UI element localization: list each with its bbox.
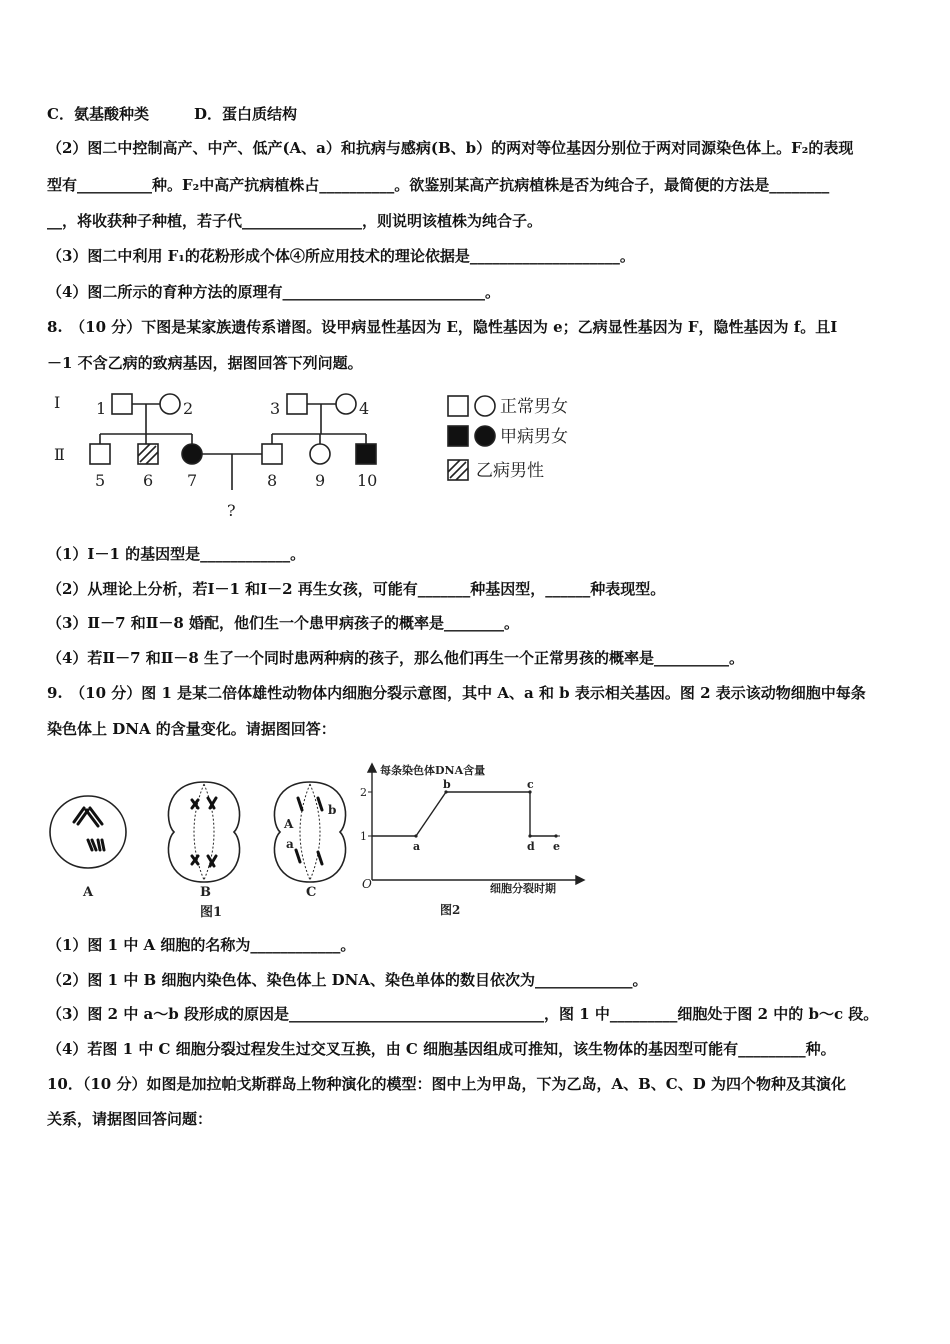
q7-part3: （3）图二中利用 F₁的花粉形成个体④所应用技术的理论依据是____________________。: [47, 247, 635, 265]
q7-part2-line3: __，将收获种子种植，若子代________________，则说明该植株为纯合子。: [47, 212, 543, 230]
pedigree-num-2: 2: [183, 399, 194, 418]
pedigree-num-7: 7: [187, 471, 198, 490]
gen-II-label: Ⅱ: [54, 445, 65, 464]
q8-part3: （3）Ⅱ－7 和Ⅱ－8 婚配，他们生一个患甲病孩子的概率是________。: [47, 614, 520, 632]
pedigree-num-6: 6: [143, 471, 154, 490]
figure2-title: 图2: [440, 903, 461, 917]
pedigree-II5-normal-male: [90, 444, 110, 464]
q7-options: C．氨基酸种类 D．蛋白质结构: [47, 105, 297, 123]
chart-ytick-label-1: 1: [360, 830, 367, 843]
q9-part2: （2）图 1 中 B 细胞内染色体、染色体上 DNA、染色单体的数目依次为_____________。: [47, 971, 648, 989]
cell-B-label: B: [200, 885, 211, 900]
legend-normal-female-icon: [475, 396, 495, 416]
pedigree-II9-normal-female: [310, 444, 330, 464]
q9-stem-line2: 染色体上 DNA 的含量变化。请据图回答：: [47, 720, 336, 738]
figure1-cells: [48, 770, 358, 920]
chart-point-label-e: e: [553, 840, 560, 853]
pedigree-figure: [40, 382, 600, 522]
chart-point-d: [528, 834, 531, 837]
legend-disease-B-label: 乙病男性: [476, 461, 544, 481]
chart-xlabel: 细胞分裂时期: [490, 882, 556, 895]
q9-part4: （4）若图 1 中 C 细胞分裂过程发生过交叉互换，由 C 细胞基因组成可推知，该生物体的基因型可能有_________种。: [47, 1040, 836, 1058]
cell-C-gene-A: A: [284, 817, 294, 831]
pedigree-I2-normal-female: [160, 394, 180, 414]
pedigree-II10-disease-A-male: [356, 444, 376, 464]
q9-stem-line1: 9. （10 分）图 1 是某二倍体雄性动物体内细胞分裂示意图，其中 A、a 和 b 表示相关基因。图 2 表示该动物细胞中每条: [47, 684, 866, 702]
legend-normal-male-icon: [448, 396, 468, 416]
q8-part2: （2）从理论上分析，若Ⅰ－1 和Ⅰ－2 再生女孩，可能有_______种基因型，______种表现型。: [47, 580, 666, 598]
chart-point-label-a: a: [413, 840, 421, 853]
pedigree-num-5: 5: [95, 471, 106, 490]
q10-stem-line2: 关系，请据图回答问题：: [47, 1110, 213, 1128]
pedigree-num-10: 10: [357, 471, 378, 490]
q9-part3: （3）图 2 中 a～b 段形成的原因是__________________________________，图 1 中_________细胞处于图 2 中的 b～c 段。: [47, 1005, 879, 1023]
pedigree-num-1: 1: [96, 399, 107, 418]
cell-C-gene-a: a: [286, 837, 294, 851]
q7-part2-line2: 型有__________种。F₂中高产抗病植株占__________。欲鉴别某高产抗病植株是否为纯合子，最简便的方法是________: [47, 176, 830, 194]
pedigree-num-4: 4: [359, 399, 370, 418]
q7-part4: （4）图二所示的育种方法的原理有___________________________。: [47, 283, 500, 301]
q9-part1: （1）图 1 中 A 细胞的名称为____________。: [47, 936, 356, 954]
figure2-chart: [360, 760, 590, 920]
chart-point-a: [414, 834, 417, 837]
pedigree-num-9: 9: [315, 471, 326, 490]
legend-disease-A-label: 甲病男女: [500, 427, 568, 447]
pedigree-num-3: 3: [270, 399, 281, 418]
pedigree-child-unknown: ?: [227, 501, 236, 520]
chart-point-label-d: d: [527, 840, 535, 853]
gen-I-label: Ⅰ: [54, 393, 61, 412]
cell-C-label: C: [306, 885, 317, 900]
cell-C-gene-b: b: [328, 803, 337, 817]
cell-A-outline: [50, 796, 126, 868]
cell-B-outline: [168, 782, 239, 882]
q8-part4: （4）若Ⅱ－7 和Ⅱ－8 生了一个同时患两种病的孩子，那么他们再生一个正常男孩的概率是__________。: [47, 649, 745, 667]
legend-normal-label: 正常男女: [500, 397, 568, 417]
pedigree-II8-normal-male: [262, 444, 282, 464]
pedigree-I3-normal-male: [287, 394, 307, 414]
cell-A-label: A: [83, 885, 94, 900]
chart-point-label-b: b: [443, 778, 451, 791]
cell-C-outline: [274, 782, 345, 882]
chart-ytick-label-2: 2: [360, 786, 367, 799]
legend-disease-A-female-icon: [475, 426, 495, 446]
pedigree-I4-normal-female: [336, 394, 356, 414]
q8-part1: （1）Ⅰ－1 的基因型是____________。: [47, 545, 306, 563]
q8-stem-line2: －1 不含乙病的致病基因，据图回答下列问题。: [47, 354, 363, 372]
chart-origin: O: [362, 877, 372, 891]
pedigree-II7-disease-A-female: [182, 444, 202, 464]
pedigree-num-8: 8: [267, 471, 278, 490]
chart-ylabel: 每条染色体DNA含量: [380, 764, 486, 777]
chart-point-label-c: c: [527, 778, 534, 791]
legend-disease-A-male-icon: [448, 426, 468, 446]
q10-stem-line1: 10．（10 分）如图是加拉帕戈斯群岛上物种演化的模型：图中上为甲岛，下为乙岛，A、B、C、D 为四个物种及其演化: [47, 1075, 846, 1093]
figure1-title: 图1: [200, 905, 223, 920]
q8-stem-line1: 8. （10 分）下图是某家族遗传系谱图。设甲病显性基因为 E，隐性基因为 e；乙病显性基因为 F，隐性基因为 f。且Ⅰ: [47, 318, 838, 336]
chart-segment-1: [416, 792, 446, 836]
q7-part2-line1: （2）图二中控制高产、中产、低产(A、a）和抗病与感病(B、b）的两对等位基因分别位于两对同源染色体上。F₂的表现: [47, 139, 854, 157]
pedigree-I1-normal-male: [112, 394, 132, 414]
